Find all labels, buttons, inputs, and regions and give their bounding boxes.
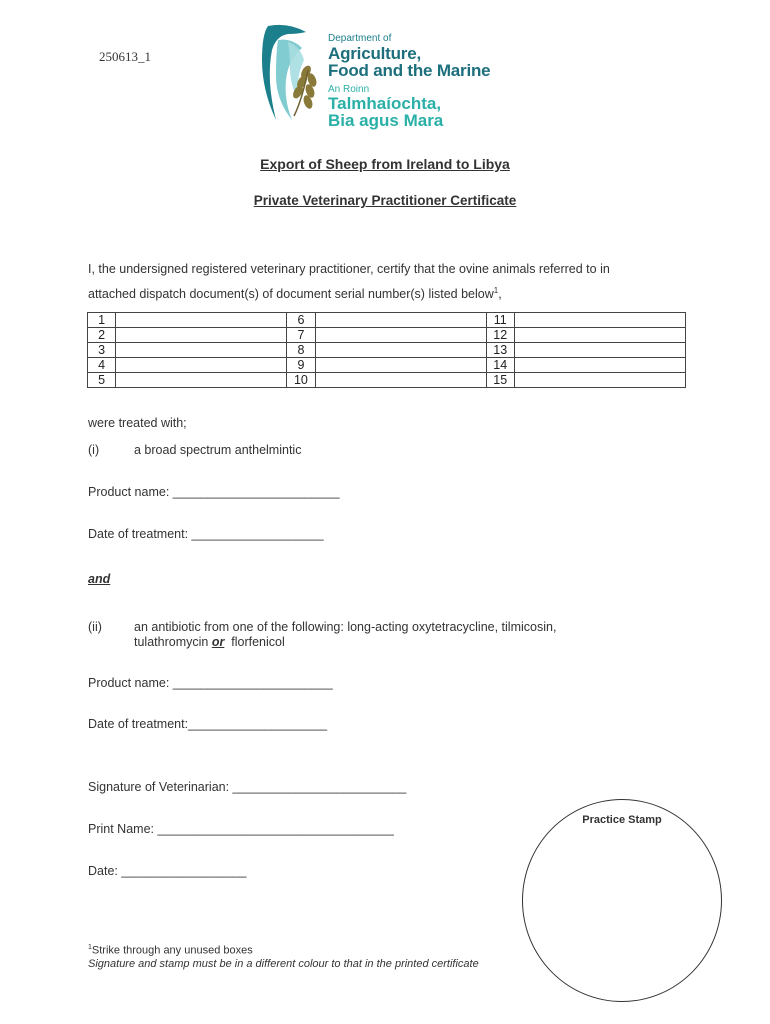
- practice-stamp-label: Practice Stamp: [582, 814, 662, 826]
- serial-number-input[interactable]: [514, 358, 685, 373]
- footnote-1: [88, 944, 253, 957]
- item2-text: [134, 620, 674, 650]
- serial-number-input[interactable]: [514, 313, 685, 328]
- serial-number-input[interactable]: [116, 328, 287, 343]
- intro-end: ,: [498, 287, 502, 302]
- serial-index: 9: [287, 358, 315, 373]
- footnote-1-marker: 1: [88, 944, 92, 951]
- serial-index: 11: [486, 313, 514, 328]
- item2-numeral: (ii): [88, 620, 102, 634]
- item1-numeral: (i): [88, 443, 100, 457]
- serial-index: 6: [287, 313, 315, 328]
- serial-index: 4: [88, 358, 116, 373]
- table-row: [88, 328, 686, 343]
- product-name-field-1[interactable]: Product name: ________________________: [88, 485, 340, 499]
- table-row: [88, 313, 686, 328]
- footnote-1-text: Strike through any unused boxes: [91, 944, 253, 957]
- logo-department-of: Department of: [328, 33, 392, 44]
- harp-wheat-emblem-icon: [258, 20, 326, 130]
- date-field[interactable]: Date: __________________: [88, 864, 247, 878]
- serial-index: 15: [486, 373, 514, 388]
- page-title: Export of Sheep from Ireland to Libya: [260, 156, 510, 172]
- item2-line1: an antibiotic from one of the following: long-acting oxytetracycline, tilmicosin,: [134, 620, 557, 634]
- item2-line2b: florfenicol: [224, 635, 285, 649]
- serial-number-input[interactable]: [116, 373, 287, 388]
- practice-stamp-area: [522, 799, 722, 1002]
- logo-irish-line2: Bia agus Mara: [328, 111, 444, 130]
- serial-number-input[interactable]: [116, 313, 287, 328]
- serial-index: 13: [486, 343, 514, 358]
- table-row: [88, 343, 686, 358]
- serial-index: 3: [88, 343, 116, 358]
- serial-index: 5: [88, 373, 116, 388]
- serial-number-input[interactable]: [315, 328, 486, 343]
- veterinarian-signature-field[interactable]: Signature of Veterinarian: _________________________: [88, 780, 407, 794]
- serial-number-input[interactable]: [315, 343, 486, 358]
- intro-line2: attached dispatch document(s) of document serial number(s) listed below: [88, 287, 494, 302]
- intro-line1: I, the undersigned registered veterinary practitioner, certify that the ovine animals referred to in: [88, 262, 610, 276]
- treatment-date-field-1[interactable]: Date of treatment: ___________________: [88, 527, 324, 541]
- logo-name-line2: Food and the Marine: [328, 61, 491, 80]
- serial-index: 8: [287, 343, 315, 358]
- serial-number-input[interactable]: [315, 313, 486, 328]
- logo-irish-small: An Roinn: [328, 84, 370, 95]
- item1-text: a broad spectrum anthelmintic: [134, 443, 302, 457]
- serial-number-table: [87, 312, 686, 388]
- serial-index: 1: [88, 313, 116, 328]
- table-row: [88, 358, 686, 373]
- intro-statement: [88, 258, 678, 305]
- department-logo: [258, 16, 508, 134]
- serial-index: 12: [486, 328, 514, 343]
- serial-index: 2: [88, 328, 116, 343]
- footnote-marker: 1: [493, 286, 499, 295]
- and-conjunction: and: [88, 572, 111, 586]
- table-row: [88, 373, 686, 388]
- treatment-date-field-2[interactable]: Date of treatment:____________________: [88, 717, 328, 731]
- serial-index: 10: [287, 373, 315, 388]
- serial-number-input[interactable]: [315, 373, 486, 388]
- treated-with-label: were treated with;: [88, 416, 187, 430]
- serial-number-input[interactable]: [116, 343, 287, 358]
- item2-or: or: [211, 635, 225, 649]
- product-name-field-2[interactable]: Product name: _______________________: [88, 676, 333, 690]
- certificate-subtitle: Private Veterinary Practitioner Certificate: [253, 193, 517, 208]
- document-reference: 250613_1: [99, 49, 151, 64]
- serial-number-input[interactable]: [514, 328, 685, 343]
- serial-number-input[interactable]: [514, 343, 685, 358]
- serial-number-input[interactable]: [514, 373, 685, 388]
- serial-index: 7: [287, 328, 315, 343]
- item2-line2a: tulathromycin: [134, 635, 212, 649]
- logo-irish-line1: Talmhaíochta,: [328, 94, 442, 113]
- print-name-field[interactable]: Print Name: __________________________________: [88, 822, 394, 836]
- footnote-2: Signature and stamp must be in a different colour to that in the printed certificate: [88, 958, 479, 970]
- serial-number-input[interactable]: [116, 358, 287, 373]
- logo-name-line1: Agriculture,: [328, 44, 422, 63]
- serial-number-input[interactable]: [315, 358, 486, 373]
- serial-index: 14: [486, 358, 514, 373]
